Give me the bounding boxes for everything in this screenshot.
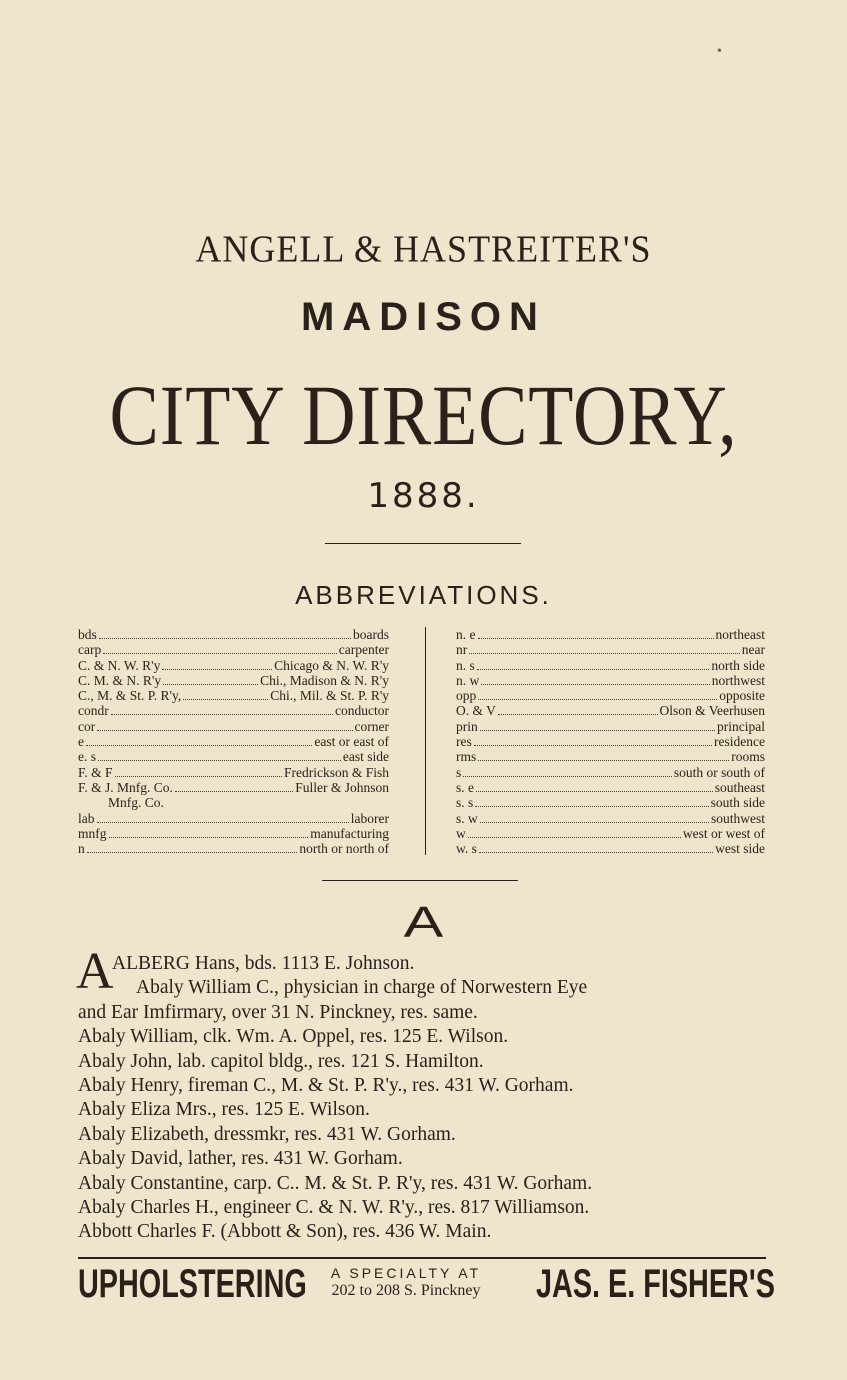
leader-dots [469,653,740,654]
abbreviation-row [456,719,765,734]
leader-dots [477,669,710,670]
abbreviation-row [456,688,765,703]
abbreviation-key: F. & F [78,764,113,780]
abbreviation-meaning: west side [715,841,765,857]
ad-specialty-text: A SPECIALTY AT [330,1265,482,1281]
leader-dots [115,776,282,777]
abbreviation-row [456,734,765,749]
leader-dots [97,730,352,731]
abbreviation-meaning: northeast [715,627,765,642]
leader-dots [98,760,341,761]
abbreviation-row [78,642,389,657]
title-divider [325,543,521,544]
abbreviation-row [78,749,389,764]
abbreviation-row [78,658,389,673]
abbreviation-meaning: south side [710,795,765,811]
abbreviation-key: s [456,764,462,780]
abbreviation-row [78,734,389,749]
abbreviation-row [456,627,765,642]
abbreviations-right-column [456,627,765,856]
abbreviations-divider [322,880,518,881]
abbreviation-row [456,765,765,780]
publisher-name: ANGELL & HASTREITER'S [195,228,652,270]
abbreviation-meaning: residence [714,734,765,750]
abbreviation-key: n. e [456,627,476,642]
directory-year: 1888. [367,476,480,516]
list-item: Abaly Elizabeth, dressmkr, res. 431 W. Gorham. [78,1123,456,1145]
abbreviation-meaning: corner [354,718,389,734]
abbreviation-meaning: laborer [350,810,389,826]
abbreviation-key: C. & N. W. R'y [78,657,161,673]
abbreviation-key: cor [78,718,96,734]
abbreviations-heading: ABBREVIATIONS. [295,580,552,610]
abbreviation-key: carp [78,642,102,658]
abbreviation-key: nr [456,642,468,658]
abbreviation-key: condr [78,703,109,719]
abbreviation-row [78,795,389,810]
leader-dots [163,684,258,685]
abbreviation-key: res [456,734,472,750]
abbreviation-row [456,673,765,688]
abbreviation-row [456,841,765,856]
abbreviation-row [456,642,765,657]
abbreviation-meaning: Chi., Madison & N. R'y [260,672,389,688]
list-item: Abaly Constantine, carp. C.. M. & St. P. R'y, res. 431 W. Gorham. [78,1172,593,1194]
list-item: Abaly William, clk. Wm. A. Oppel, res. 125 E. Wilson. [78,1026,509,1048]
leader-dots [87,852,298,853]
leader-dots [109,837,309,838]
leader-dots [175,791,293,792]
leader-dots [478,638,714,639]
leader-dots [86,745,312,746]
abbreviation-meaning: opposite [719,688,765,704]
list-item: and Ear Imfirmary, over 31 N. Pinckney, res. same. [78,1001,478,1023]
abbreviation-meaning: boards [353,627,389,642]
abbreviation-row [456,795,765,810]
abbreviations-left-column [78,627,389,856]
abbreviation-meaning: conductor [335,703,389,719]
abbreviation-row [456,780,765,795]
leader-dots [474,745,712,746]
leader-dots [475,806,708,807]
footer-advertisement [78,1258,775,1320]
abbreviation-meaning: southwest [711,810,765,826]
abbreviation-meaning: Olson & Veerhusen [659,703,765,719]
abbreviation-key: n. w [456,672,480,688]
directory-entries [76,943,768,1245]
abbreviation-meaning: north or north of [299,841,389,857]
ad-upholstering: UPHOLSTERING [78,1262,307,1306]
abbreviation-meaning: east or east of [314,734,389,750]
entry-text: ALBERG Hans, bds. 1113 E. Johnson. [112,953,415,974]
leader-dots [97,822,349,823]
ad-fisher: JAS. E. FISHER'S [536,1262,775,1306]
abbreviation-meaning: rooms [731,749,765,765]
leader-dots [479,852,713,853]
section-letter: A [403,898,444,947]
abbreviation-key: F. & J. Mnfg. Co. [78,779,173,795]
abbreviation-row [456,826,765,841]
ad-specialty [286,1264,526,1300]
abbreviation-key: Mnfg. Co. [108,795,164,811]
abbreviation-row [78,811,389,826]
abbreviation-key: bds [78,627,97,642]
abbreviation-meaning: Fredrickson & Fish [283,764,389,780]
abbreviation-key: O. & V [456,703,496,719]
abbreviation-row [78,841,389,856]
city-name: MADISON [301,295,546,339]
list-item: Abbott Charles F. (Abbott & Son), res. 436 W. Main. [78,1221,492,1243]
leader-dots [476,791,713,792]
leader-dots [183,699,268,700]
drop-cap: A [76,943,114,1000]
list-item [78,952,768,976]
abbreviation-meaning: Chicago & N. W. R'y [274,657,389,673]
abbreviation-row [78,780,389,795]
abbreviation-row [78,627,389,642]
abbreviation-meaning: east side [342,749,389,765]
leader-dots [162,669,272,670]
abbreviation-meaning: principal [717,718,765,734]
list-item: Abaly David, lather, res. 431 W. Gorham. [78,1148,403,1170]
directory-title: CITY DIRECTORY, [109,367,738,463]
abbreviation-key: n [78,841,85,857]
abbreviation-meaning: west or west of [682,825,765,841]
leader-dots [498,714,658,715]
abbreviation-key: s. s [456,795,474,811]
column-divider [425,627,426,855]
leader-dots [463,776,672,777]
leader-dots [99,638,351,639]
leader-dots [481,684,710,685]
abbreviation-meaning: manufacturing [310,825,389,841]
abbreviation-meaning: northwest [711,672,765,688]
abbreviation-row [78,688,389,703]
abbreviation-row [456,658,765,673]
abbreviation-key: s. w [456,810,478,826]
abbreviation-row [78,826,389,841]
abbreviation-meaning: carpenter [338,642,389,658]
abbreviation-key: w. s [456,841,477,857]
abbreviation-row [78,703,389,718]
leader-dots [480,730,715,731]
list-item: Abaly Eliza Mrs., res. 125 E. Wilson. [78,1099,370,1121]
abbreviation-key: lab [78,810,95,826]
abbreviation-row [78,765,389,780]
abbreviation-key: n. s [456,657,475,673]
abbreviation-row [78,719,389,734]
list-item: Abaly John, lab. capitol bldg., res. 121 S. Hamilton. [78,1050,484,1072]
abbreviation-key: e [78,734,84,750]
abbreviation-meaning: north side [711,657,765,673]
ink-mark: • [717,44,722,59]
abbreviation-key: opp [456,688,477,704]
abbreviation-key: e. s [78,749,96,765]
abbreviation-meaning: Fuller & Johnson [295,779,389,795]
leader-dots [478,699,717,700]
leader-dots [478,760,729,761]
abbreviation-row [456,703,765,718]
ad-address: 202 to 208 S. Pinckney [331,1282,481,1299]
abbreviation-key: s. e [456,779,474,795]
abbreviation-row [456,811,765,826]
abbreviation-key: C. M. & N. R'y [78,672,162,688]
abbreviation-meaning: near [741,642,765,658]
abbreviation-key: C., M. & St. P. R'y, [78,688,182,704]
abbreviation-meaning: southeast [714,779,765,795]
abbreviation-key: prin [456,718,478,734]
leader-dots [111,714,333,715]
leader-dots [480,822,709,823]
abbreviation-key: w [456,825,466,841]
abbreviation-key: rms [456,749,477,765]
abbreviation-key: mnfg [78,825,107,841]
leader-dots [103,653,337,654]
abbreviation-meaning: south or south of [673,764,765,780]
abbreviation-row [456,749,765,764]
abbreviation-meaning: Chi., Mil. & St. P. R'y [270,688,389,704]
leader-dots [468,837,681,838]
abbreviation-row [78,673,389,688]
list-item: Abaly Henry, fireman C., M. & St. P. R'y., res. 431 W. Gorham. [78,1075,574,1097]
list-item: Abaly Charles H., engineer C. & N. W. R'y., res. 817 Williamson. [78,1197,590,1219]
list-item: Abaly William C., physician in charge of Norwestern Eye [136,977,588,999]
